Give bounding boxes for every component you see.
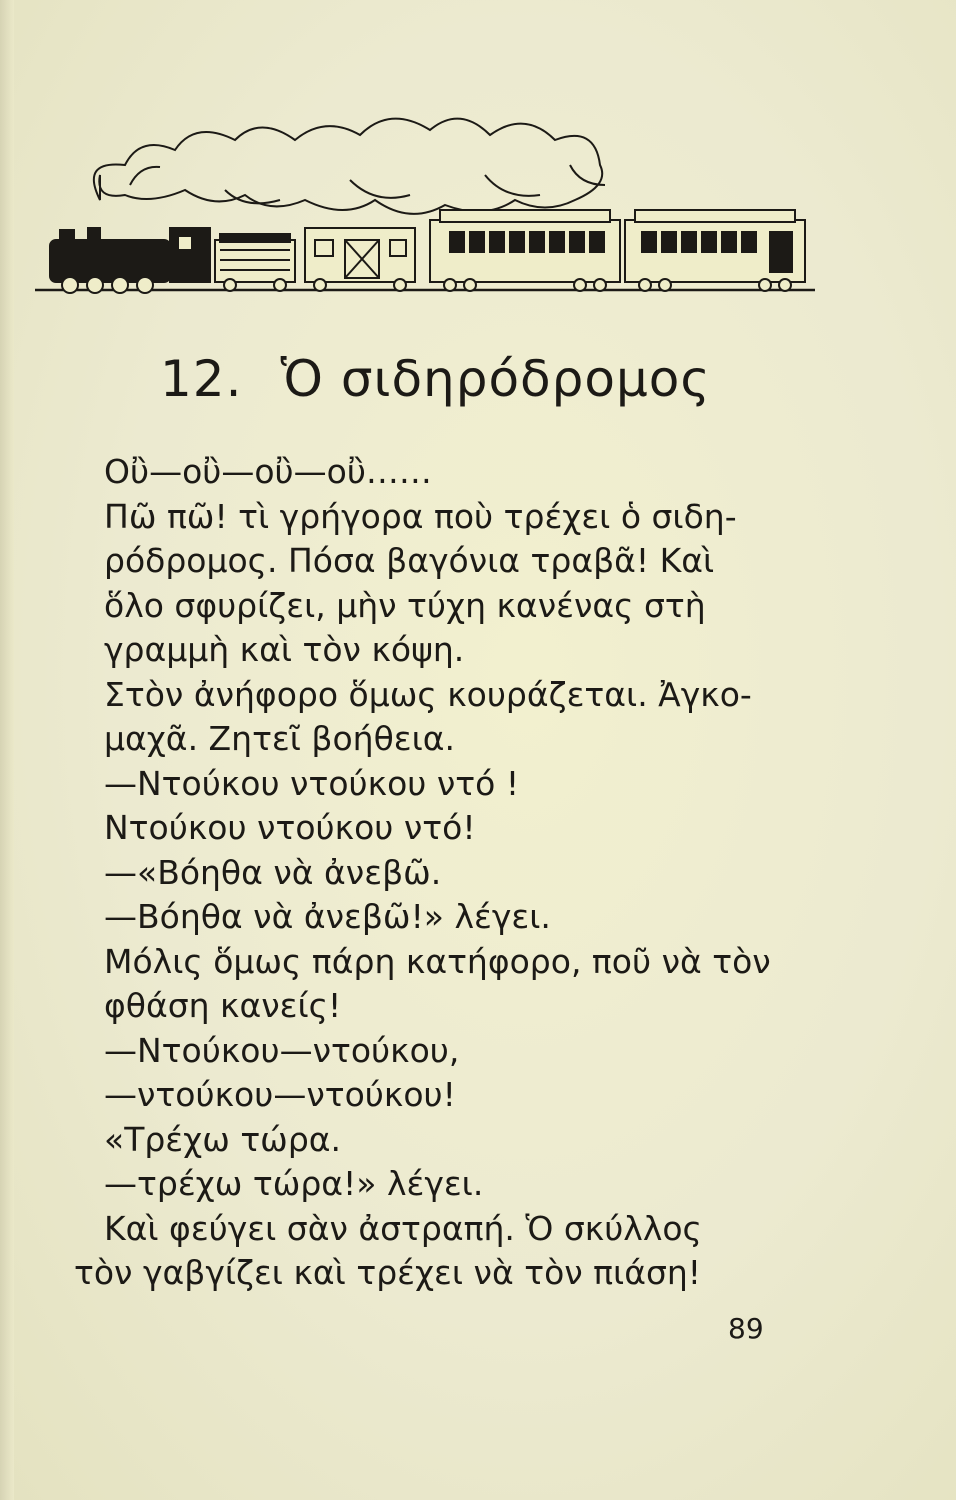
text-line-2: Πῶ πῶ! τὶ γρήγορα ποὺ τρέχει ὁ σιδη- [104,496,737,536]
text-line-8: —Ντούκου ντούκου ντό ! [104,763,520,803]
chapter-number: 12. [160,350,243,408]
text-line-3: ρόδρομος. Πόσα βαγόνια τραβᾶ! Καὶ [104,541,715,580]
train-illustration-icon [30,90,820,330]
chapter-title [160,350,711,408]
text-line-6: Στὸν ἀνήφορο ὅμως κουράζεται. Ἀγκο- [104,674,752,714]
text-line-9: Ντούκου ντούκου ντό! [104,808,476,847]
text-line-19: τὸν γαβγίζει καὶ τρέχει νὰ τὸν πιάση! [74,1253,702,1292]
text-line-15: —ντούκου—ντούκου! [104,1075,456,1114]
text-line-12: Μόλις ὅμως πάρη κατήφορο, ποῦ νὰ τὸν [104,941,771,981]
story-text [74,450,824,1296]
text-line-18: Καὶ φεύγει σὰν ἀστραπή. Ὁ σκύλλος [104,1208,702,1248]
text-line-10: —«Βόηθα νὰ ἀνεβῶ. [104,852,442,892]
text-line-11: —Βόηθα νὰ ἀνεβῶ!» λέγει. [104,897,551,936]
text-line-14: —Ντούκου—ντούκου, [104,1030,460,1070]
text-line-16: «Τρέχω τώρα. [104,1119,342,1159]
chapter-title-text: Ὁ σιδηρόδρομος [280,350,711,408]
page-spine-shadow [0,0,14,1500]
text-line-13: φθάση κανείς! [104,986,342,1025]
text-line-5: γραμμὴ καὶ τὸν κόψη. [104,630,465,669]
text-line-7: μαχᾶ. Ζητεῖ βοήθεια. [104,719,456,758]
text-line-1: Οὒ—οὒ—οὒ—οὒ…… [104,452,432,491]
page-number: 89 [728,1312,764,1345]
text-line-17: —τρέχω τώρα!» λέγει. [104,1164,484,1203]
text-line-4: ὅλο σφυρίζει, μὴν τύχη κανένας στὴ [104,585,706,625]
